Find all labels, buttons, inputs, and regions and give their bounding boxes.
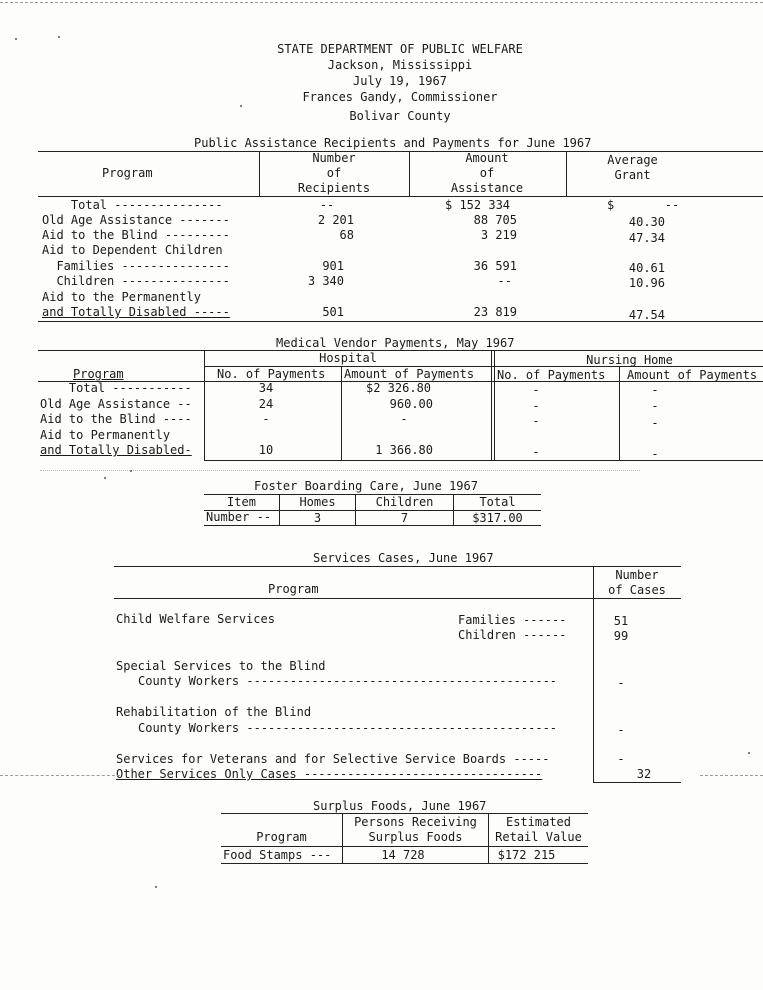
table-cell: $ --: [607, 198, 680, 212]
fb-row-label: Number --: [206, 510, 272, 524]
fb-children: 7: [400, 511, 409, 525]
table-row-label: Total -----------: [40, 381, 192, 395]
fb-col-item: Item: [227, 495, 256, 509]
table-cell: -: [532, 383, 540, 397]
table-row-label: Old Age Assistance -------: [42, 213, 230, 227]
table-row-label: Children ---------------: [42, 274, 230, 288]
table-cell: -: [262, 412, 270, 426]
table-cell: --: [497, 274, 512, 288]
table-row-label: Aid to Permanently: [40, 428, 171, 442]
table-cell: -: [532, 399, 540, 413]
table-cell: 24: [258, 397, 274, 411]
pa-col-avg-1: Average: [607, 153, 658, 167]
sc-veterans: Services for Veterans and for Selective Service Boards -----: [116, 752, 550, 766]
table-cell: 34: [258, 381, 274, 395]
fb-title: Foster Boarding Care, June 1967: [254, 479, 478, 493]
mv-group-nursing: Nursing Home: [586, 353, 673, 367]
sc-other-value: 32: [636, 767, 652, 781]
table-cell: 88 705: [473, 213, 517, 227]
table-row-label: Aid to the Permanently: [42, 290, 201, 304]
sc-child-welfare: Child Welfare Services: [116, 612, 275, 626]
table-cell: -: [651, 447, 659, 461]
table-cell: 10.96: [628, 276, 665, 290]
sc-rehab: Rehabilitation of the Blind: [116, 705, 312, 719]
report-date: July 19, 1967: [353, 74, 447, 88]
mv-col-h-no: No. of Payments: [217, 367, 326, 381]
table-row-label: Aid to Dependent Children: [42, 243, 223, 257]
table-cell: 2 201: [317, 213, 354, 227]
scan-edge: [0, 2, 763, 3]
sc-col-program: Program: [268, 582, 319, 596]
pa-col-number-1: Number: [312, 151, 356, 165]
sc-rob-county-workers: County Workers -------------------------------------------: [138, 721, 558, 735]
table-row-label: Total ---------------: [42, 198, 223, 212]
sf-col-value-1: Estimated: [505, 815, 572, 829]
fb-col-total: Total: [479, 495, 516, 509]
table-cell: 47.34: [628, 231, 665, 245]
table-cell: 501: [322, 305, 344, 319]
sf-col-program: Program: [256, 830, 307, 844]
sf-persons: 14 728: [381, 848, 425, 862]
speck: [58, 36, 60, 38]
sf-title: Surplus Foods, June 1967: [313, 799, 487, 813]
sf-col-value-2: Retail Value: [495, 830, 582, 844]
sc-veterans-value: -: [617, 752, 625, 766]
mv-title: Medical Vendor Payments, May 1967: [276, 336, 515, 350]
table-cell: 10: [258, 443, 274, 457]
mv-col-n-no: No. of Payments: [497, 368, 606, 382]
table-row-label: and Totally Disabled-: [40, 443, 192, 457]
pa-col-amount-3: Assistance: [450, 181, 524, 195]
pa-col-amount-1: Amount: [465, 151, 509, 165]
table-cell: $2 326.80: [366, 381, 432, 395]
table-cell: 23 819: [473, 305, 517, 319]
sc-special-services: Special Services to the Blind: [116, 659, 326, 673]
pa-col-number-2: of: [326, 166, 342, 180]
sc-col-number-2: of Cases: [608, 583, 666, 597]
table-cell: 40.61: [628, 261, 665, 275]
sc-ssb-value: -: [617, 676, 625, 690]
table-cell: 3 340: [307, 274, 344, 288]
speck: [155, 886, 157, 888]
fb-total: $317.00: [472, 511, 523, 525]
sc-children-value: 99: [613, 629, 629, 643]
mv-col-h-amt: Amount of Payments: [344, 367, 475, 381]
pa-title: Public Assistance Recipients and Payments for June 1967: [194, 136, 592, 150]
table-cell: 3 219: [480, 228, 517, 242]
table-cell: -: [532, 445, 540, 459]
agency-city: Jackson, Mississippi: [327, 58, 473, 72]
fb-col-children: Children: [375, 495, 434, 509]
speck: [130, 470, 132, 472]
table-row-label: Families ---------------: [42, 259, 230, 273]
speck: [240, 105, 242, 107]
sf-col-persons-2: Surplus Foods: [368, 830, 463, 844]
table-cell: 960.00: [389, 397, 433, 411]
county-name: Bolivar County: [349, 109, 451, 123]
sf-row-label: Food Stamps ---: [223, 848, 332, 862]
table-cell: -: [651, 383, 659, 397]
table-row-label: Aid to the Blind ---------: [42, 228, 230, 242]
table-cell: 40.30: [628, 215, 665, 229]
pa-col-program: Program: [102, 166, 153, 180]
mv-group-hospital: Hospital: [319, 351, 377, 365]
speck: [15, 38, 17, 40]
scan-mark: [0, 775, 120, 776]
table-row-label: and Totally Disabled -----: [42, 305, 230, 319]
table-row-label: Old Age Assistance --: [40, 397, 192, 411]
speck: [104, 477, 106, 479]
table-cell: -: [651, 399, 659, 413]
commissioner: Frances Gandy, Commissioner: [302, 90, 498, 104]
speck: [748, 752, 750, 754]
table-cell: 1 366.80: [375, 443, 433, 457]
mv-col-n-amt: Amount of Payments: [627, 368, 758, 382]
sc-other-services: Other Services Only Cases ---------------------------------: [116, 767, 543, 781]
pa-col-number-3: Recipients: [297, 181, 371, 195]
table-cell: 901: [322, 259, 344, 273]
table-cell: --: [319, 198, 335, 212]
sf-value: $172 215: [497, 848, 556, 862]
sc-children-label: Children ------: [458, 628, 567, 642]
sc-title: Services Cases, June 1967: [313, 551, 494, 565]
mv-col-program: Program: [73, 367, 124, 381]
fb-homes: 3: [313, 511, 322, 525]
table-cell: -: [400, 412, 408, 426]
sc-ssb-county-workers: County Workers -------------------------------------------: [138, 674, 558, 688]
sc-col-number-1: Number: [615, 568, 659, 582]
sc-rob-value: -: [617, 723, 625, 737]
pa-col-amount-2: of: [479, 166, 495, 180]
table-row-label: Aid to the Blind ----: [40, 412, 192, 426]
sc-families-label: Families ------: [458, 613, 567, 627]
fb-col-homes: Homes: [299, 495, 336, 509]
table-cell: 68: [339, 228, 354, 242]
scan-mark: [700, 775, 763, 776]
table-cell: -: [532, 414, 540, 428]
table-cell: 36 591: [473, 259, 517, 273]
sf-col-persons-1: Persons Receiving: [354, 815, 477, 829]
sc-families-value: 51: [613, 614, 629, 628]
table-cell: -: [651, 416, 659, 430]
table-cell: 47.54: [628, 308, 665, 322]
pa-col-avg-2: Grant: [614, 168, 651, 182]
agency-name: STATE DEPARTMENT OF PUBLIC WELFARE: [277, 42, 523, 56]
table-cell: $ 152 334: [445, 198, 511, 212]
